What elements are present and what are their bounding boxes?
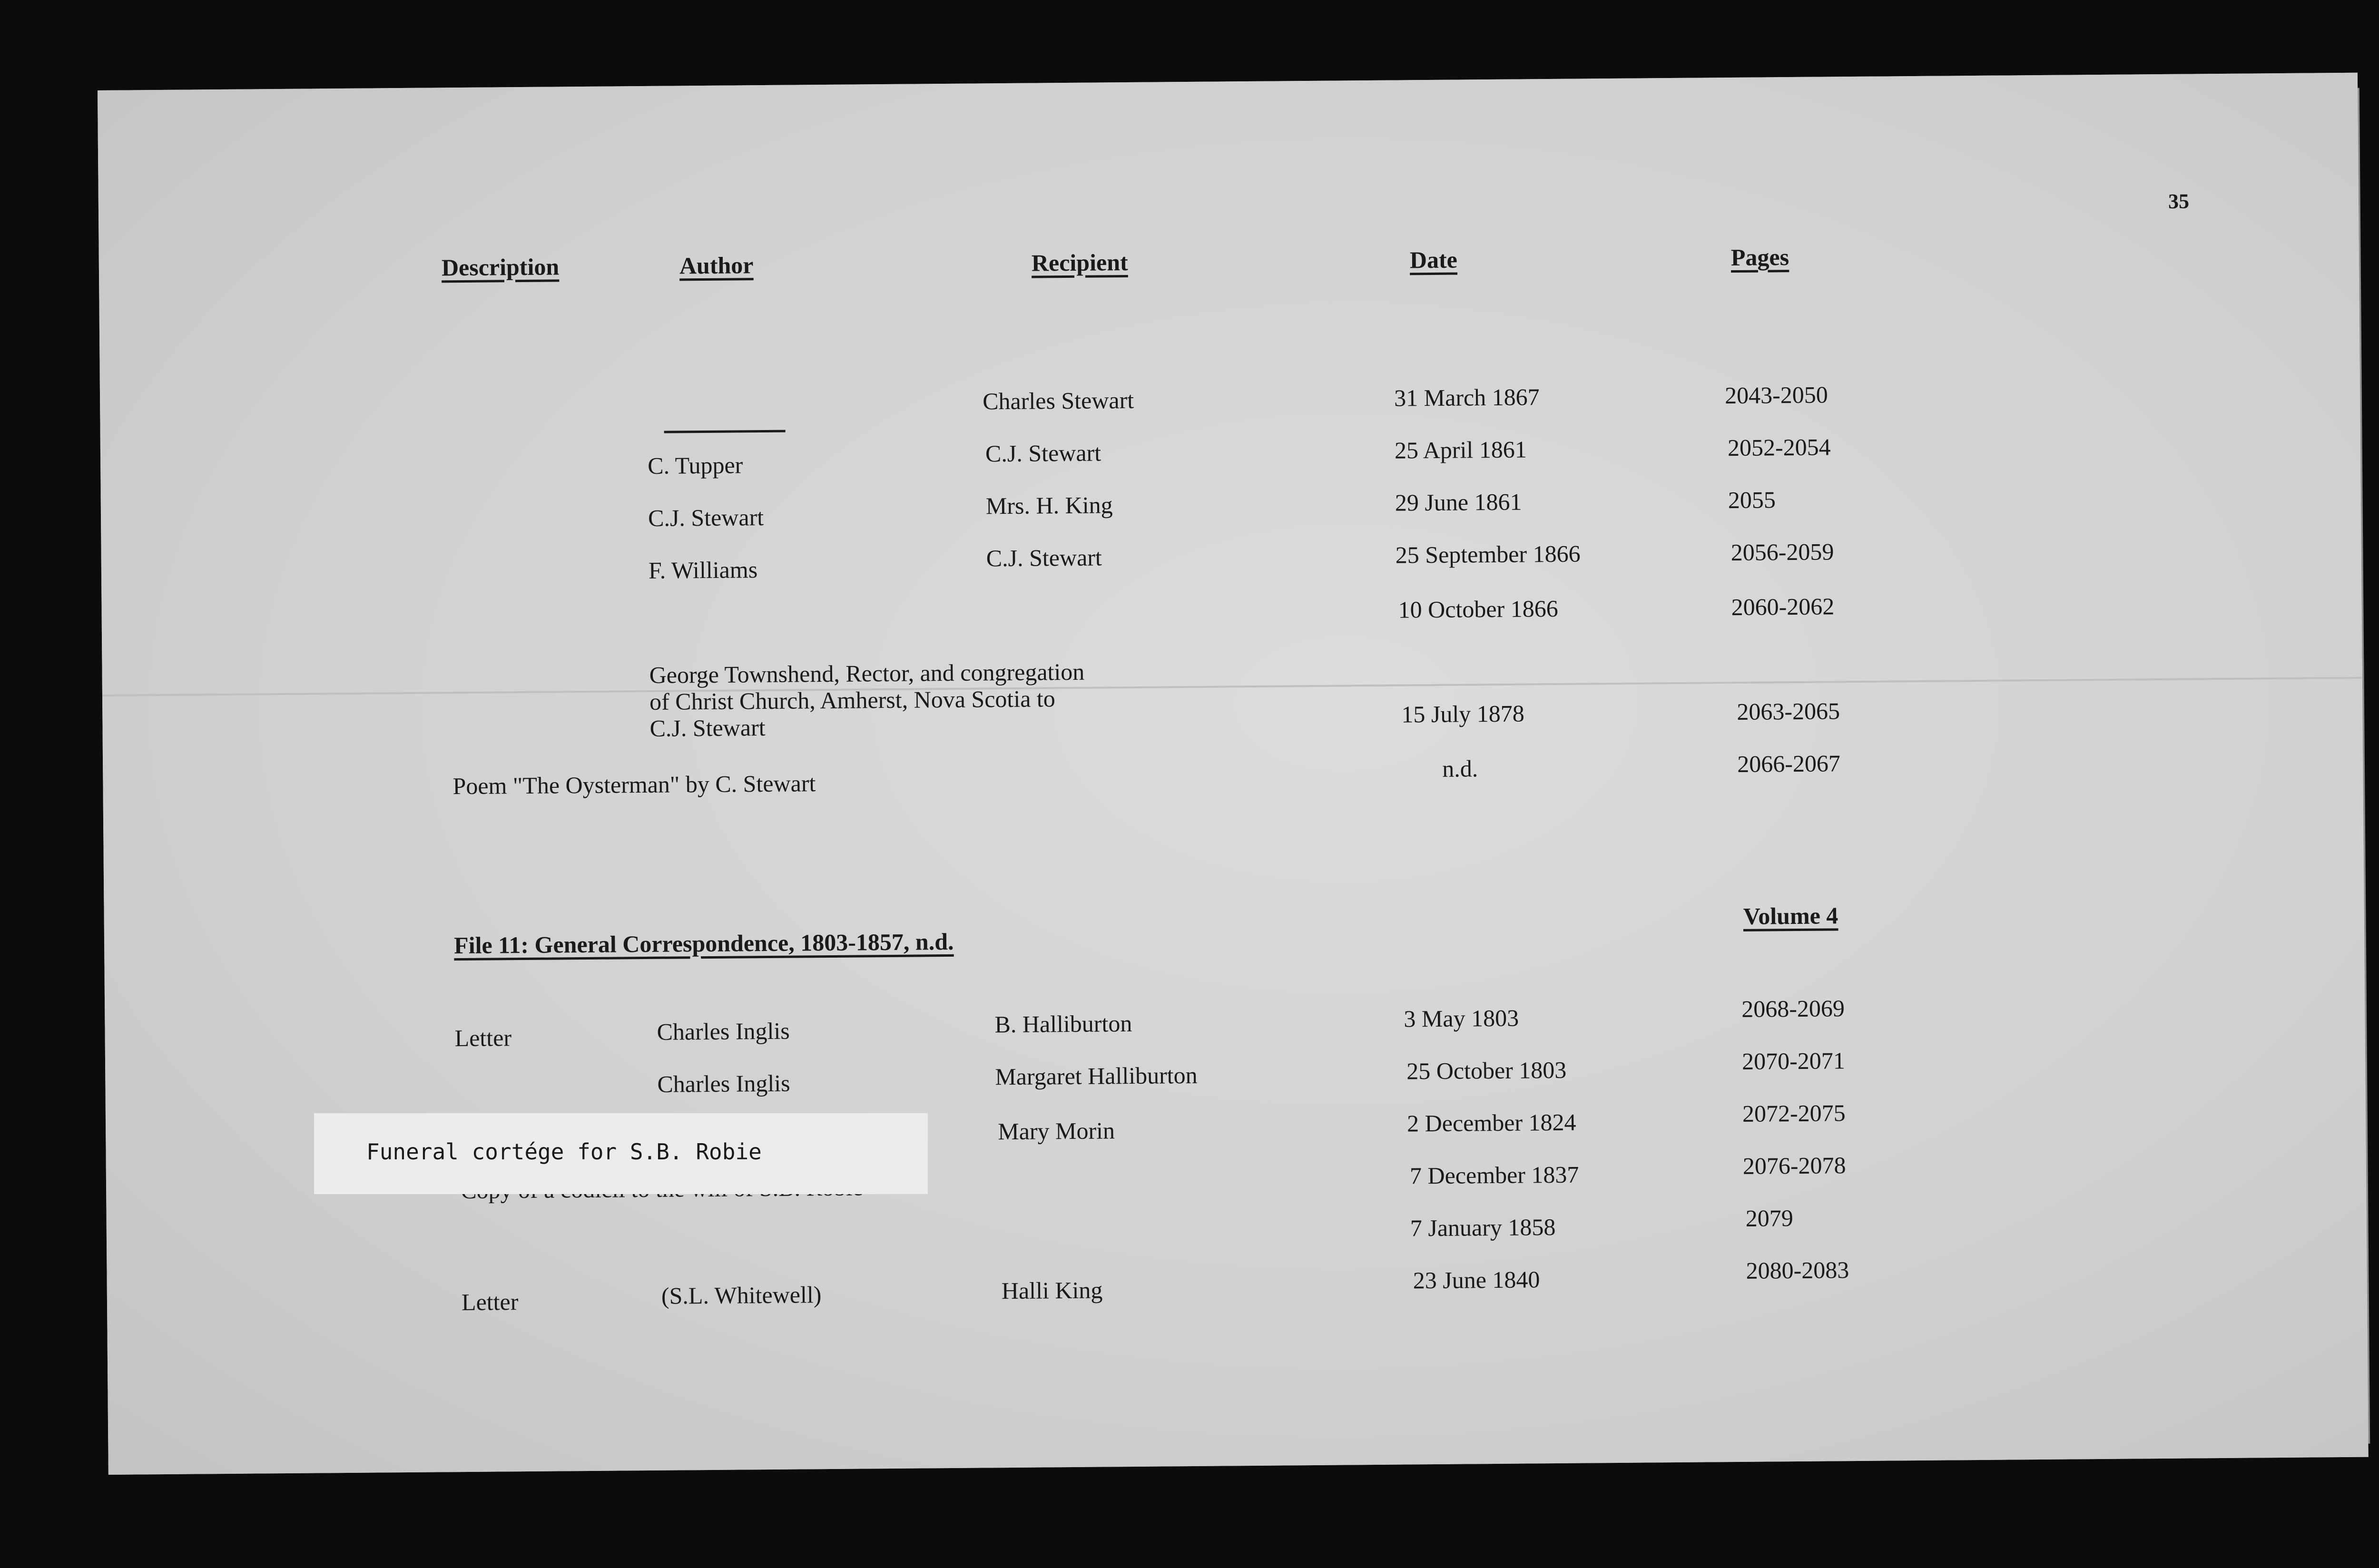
row4-date: 25 September 1866 bbox=[1395, 540, 1581, 568]
row2-recipient: C.J. Stewart bbox=[985, 439, 1101, 467]
row3-pages: 2055 bbox=[1728, 486, 1776, 514]
header-pages: Pages bbox=[1730, 244, 1789, 271]
file-11-title: File 11: General Correspondence, 1803-1857, n.d. bbox=[453, 928, 954, 959]
poem-pages: 2066-2067 bbox=[1737, 750, 1841, 777]
row2-pages: 2052-2054 bbox=[1727, 433, 1831, 461]
s2-row6-author: (S.L. Whitewell) bbox=[661, 1281, 822, 1309]
s2-row6-recipient: Halli King bbox=[1001, 1276, 1103, 1304]
document-page bbox=[98, 73, 2369, 1475]
s2-row2-author: Charles Inglis bbox=[657, 1069, 790, 1098]
s2-row6-pages: 2080-2083 bbox=[1746, 1256, 1849, 1284]
row6-date: 15 July 1878 bbox=[1401, 700, 1524, 728]
row3-author: C.J. Stewart bbox=[648, 504, 764, 531]
row5-date: 10 October 1866 bbox=[1398, 595, 1558, 623]
s2-row1-author: Charles Inglis bbox=[657, 1017, 790, 1045]
row4-author: F. Williams bbox=[648, 556, 758, 584]
s2-row5-date: 7 January 1858 bbox=[1410, 1214, 1556, 1242]
s2-row1-recipient: B. Halliburton bbox=[994, 1009, 1132, 1038]
s2-row2-pages: 2070-2071 bbox=[1741, 1047, 1846, 1075]
s2-row4-date: 7 December 1837 bbox=[1409, 1161, 1579, 1189]
s2-row6-date: 23 June 1840 bbox=[1413, 1266, 1540, 1294]
s2-row1-date: 3 May 1803 bbox=[1404, 1004, 1519, 1032]
header-recipient: Recipient bbox=[1031, 249, 1128, 276]
poem-date: n.d. bbox=[1442, 755, 1478, 782]
townshend-line-1: George Townshend, Rector, and congregation bbox=[649, 658, 1085, 688]
page-number: 35 bbox=[2168, 189, 2190, 213]
townshend-line-2: of Christ Church, Amherst, Nova Scotia to bbox=[649, 685, 1056, 715]
s2-row2-date: 25 October 1803 bbox=[1406, 1056, 1567, 1085]
poem-description: Poem "The Oysterman" by C. Stewart bbox=[452, 770, 816, 800]
s2-row1-description: Letter bbox=[454, 1024, 512, 1052]
volume-label: Volume 4 bbox=[1743, 902, 1838, 930]
s2-row2-recipient: Margaret Halliburton bbox=[995, 1061, 1198, 1090]
s2-row1-pages: 2068-2069 bbox=[1741, 995, 1845, 1022]
row5-pages: 2060-2062 bbox=[1731, 593, 1835, 621]
header-author: Author bbox=[679, 252, 754, 279]
row4-recipient: C.J. Stewart bbox=[986, 544, 1102, 572]
s2-row4-pages: 2076-2078 bbox=[1742, 1152, 1846, 1179]
townshend-line-3: C.J. Stewart bbox=[649, 714, 766, 742]
row1-pages: 2043-2050 bbox=[1724, 381, 1828, 409]
paper-fold-line bbox=[102, 677, 2362, 696]
s2-row3-date: 2 December 1824 bbox=[1406, 1108, 1576, 1137]
row2-date: 25 April 1861 bbox=[1394, 436, 1527, 464]
row2-author: C. Tupper bbox=[648, 451, 743, 479]
row6-pages: 2063-2065 bbox=[1737, 697, 1840, 725]
row1-recipient: Charles Stewart bbox=[982, 386, 1134, 415]
s2-row5-pages: 2079 bbox=[1745, 1205, 1793, 1232]
row4-pages: 2056-2059 bbox=[1730, 538, 1834, 566]
s2-row3-recipient: Mary Morin bbox=[998, 1117, 1115, 1145]
author-omitted-dash bbox=[664, 430, 786, 433]
row3-recipient: Mrs. H. King bbox=[985, 491, 1113, 519]
row1-date: 31 March 1867 bbox=[1394, 383, 1540, 412]
header-description: Description bbox=[441, 253, 560, 281]
pasted-label-text: Funeral cortége for S.B. Robie bbox=[366, 1139, 762, 1165]
header-date: Date bbox=[1409, 246, 1458, 274]
s2-row6-description: Letter bbox=[461, 1288, 519, 1316]
row3-date: 29 June 1861 bbox=[1395, 488, 1522, 516]
s2-row3-pages: 2072-2075 bbox=[1742, 1099, 1846, 1127]
